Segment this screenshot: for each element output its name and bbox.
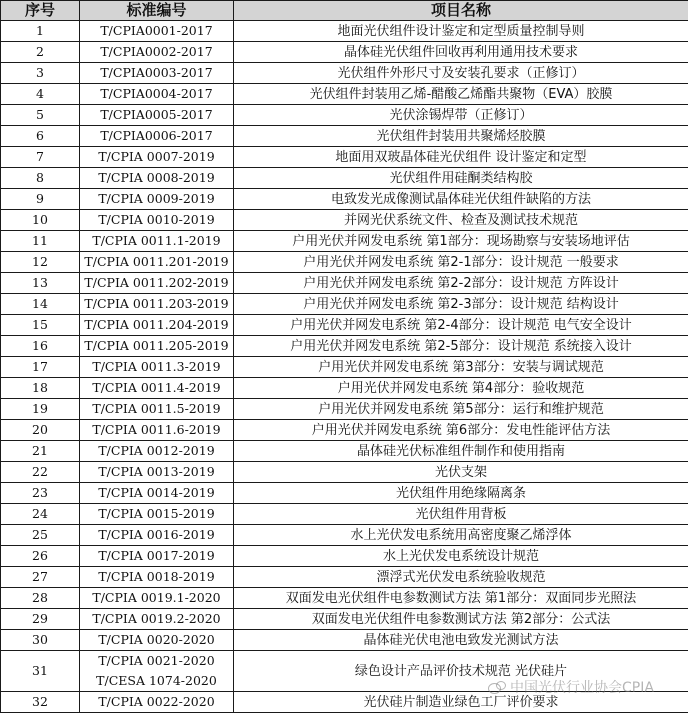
- table-row: [1, 42, 688, 63]
- row-name: 光伏组件用硅酮类结构胶: [234, 168, 688, 189]
- row-seq: 24: [1, 504, 80, 525]
- row-code: [80, 609, 234, 630]
- standard-code: T/CPIA0006-2017: [100, 128, 213, 143]
- table-row: [1, 357, 688, 378]
- table-row: [1, 692, 688, 713]
- row-code: [80, 357, 234, 378]
- row-seq: 11: [1, 231, 80, 252]
- row-name: 光伏组件用绝缘隔离条: [234, 483, 688, 504]
- row-seq: 12: [1, 252, 80, 273]
- row-code: [80, 105, 234, 126]
- standard-code: T/CPIA 0011.4-2019: [92, 380, 221, 395]
- standard-code: T/CPIA 0019.1-2020: [92, 590, 221, 605]
- row-code: [80, 378, 234, 399]
- row-seq: 28: [1, 588, 80, 609]
- table-row: [1, 294, 688, 315]
- standard-code: T/CPIA 0014-2019: [98, 485, 215, 500]
- header-row: [1, 1, 688, 21]
- row-name: 户用光伏并网发电系统 第5部分：运行和维护规范: [234, 399, 688, 420]
- row-name: 晶体硅光伏电池电致发光测试方法: [234, 630, 688, 651]
- table-row: [1, 399, 688, 420]
- table-row: [1, 231, 688, 252]
- row-name: 水上光伏发电系统设计规范: [234, 546, 688, 567]
- row-code: [80, 504, 234, 525]
- standard-code: T/CESA 1074-2020: [96, 673, 217, 688]
- row-name: 光伏组件外形尺寸及安装孔要求（正修订）: [234, 63, 688, 84]
- table-row: [1, 483, 688, 504]
- row-code: [80, 126, 234, 147]
- table-row: [1, 189, 688, 210]
- row-code: [80, 567, 234, 588]
- row-name: 绿色设计产品评价技术规范 光伏硅片: [234, 651, 688, 692]
- row-name: 户用光伏并网发电系统 第2-1部分：设计规范 一般要求: [234, 252, 688, 273]
- standard-code: T/CPIA 0011.202-2019: [84, 275, 229, 290]
- row-seq: 7: [1, 147, 80, 168]
- row-code: [80, 210, 234, 231]
- row-code: [80, 21, 234, 42]
- row-seq: 25: [1, 525, 80, 546]
- standard-code: T/CPIA 0019.2-2020: [92, 611, 221, 626]
- standard-code: T/CPIA0001-2017: [100, 23, 213, 38]
- row-seq: 27: [1, 567, 80, 588]
- standard-code: T/CPIA 0009-2019: [98, 191, 215, 206]
- row-seq: 30: [1, 630, 80, 651]
- row-name: 双面发电光伏组件电参数测试方法 第2部分：公式法: [234, 609, 688, 630]
- standard-code: T/CPIA 0017-2019: [98, 548, 215, 563]
- row-name: 水上光伏发电系统用高密度聚乙烯浮体: [234, 525, 688, 546]
- row-seq: 13: [1, 273, 80, 294]
- standard-code: T/CPIA 0021-2020: [98, 653, 215, 668]
- row-code: [80, 420, 234, 441]
- header-name: 项目名称: [234, 1, 688, 21]
- table-row: [1, 630, 688, 651]
- standard-code: T/CPIA 0007-2019: [98, 149, 215, 164]
- row-name: 光伏支架: [234, 462, 688, 483]
- row-name: 户用光伏并网发电系统 第2-2部分：设计规范 方阵设计: [234, 273, 688, 294]
- row-seq: 1: [1, 21, 80, 42]
- row-code: [80, 63, 234, 84]
- row-name: 地面用双玻晶体硅光伏组件 设计鉴定和定型: [234, 147, 688, 168]
- row-code: [80, 546, 234, 567]
- standard-code: T/CPIA 0008-2019: [98, 170, 215, 185]
- header-code: 标准编号: [80, 1, 234, 21]
- row-seq: 21: [1, 441, 80, 462]
- table-row: [1, 252, 688, 273]
- standard-code: T/CPIA 0011.6-2019: [92, 422, 221, 437]
- standard-code: T/CPIA 0011.205-2019: [84, 338, 229, 353]
- row-name: 晶体硅光伏组件回收再利用通用技术要求: [234, 42, 688, 63]
- table-row: [1, 147, 688, 168]
- row-name: 户用光伏并网发电系统 第2-3部分：设计规范 结构设计: [234, 294, 688, 315]
- table-row: [1, 504, 688, 525]
- standard-code: T/CPIA 0011.3-2019: [92, 359, 221, 374]
- standard-code: T/CPIA 0011.203-2019: [84, 296, 229, 311]
- table-row: [1, 378, 688, 399]
- standard-code: T/CPIA 0011.5-2019: [92, 401, 221, 416]
- row-seq: 6: [1, 126, 80, 147]
- row-seq: 29: [1, 609, 80, 630]
- table-row: [1, 567, 688, 588]
- standard-code: T/CPIA 0016-2019: [98, 527, 215, 542]
- table-row: [1, 63, 688, 84]
- standard-code: T/CPIA 0011.204-2019: [84, 317, 229, 332]
- row-code: [80, 231, 234, 252]
- table-row: [1, 210, 688, 231]
- row-seq: 2: [1, 42, 80, 63]
- row-code: [80, 315, 234, 336]
- row-name: 电致发光成像测试晶体硅光伏组件缺陷的方法: [234, 189, 688, 210]
- row-seq: 31: [1, 651, 80, 692]
- row-code: [80, 189, 234, 210]
- row-name: 户用光伏并网发电系统 第3部分：安装与调试规范: [234, 357, 688, 378]
- row-seq: 22: [1, 462, 80, 483]
- row-name: 双面发电光伏组件电参数测试方法 第1部分：双面同步光照法: [234, 588, 688, 609]
- table-row: [1, 84, 688, 105]
- standard-code: T/CPIA 0022-2020: [98, 694, 215, 709]
- table-row: [1, 441, 688, 462]
- row-name: 光伏组件封装用乙烯-醋酸乙烯酯共聚物（EVA）胶膜: [234, 84, 688, 105]
- row-code: [80, 252, 234, 273]
- standard-code: T/CPIA 0020-2020: [98, 632, 215, 647]
- row-name: 地面光伏组件设计鉴定和定型质量控制导则: [234, 21, 688, 42]
- row-seq: 18: [1, 378, 80, 399]
- row-seq: 3: [1, 63, 80, 84]
- row-code: [80, 462, 234, 483]
- row-code: [80, 630, 234, 651]
- table-row: [1, 105, 688, 126]
- row-seq: 19: [1, 399, 80, 420]
- table-row: [1, 168, 688, 189]
- row-name: 漂浮式光伏发电系统验收规范: [234, 567, 688, 588]
- row-name: 光伏硅片制造业绿色工厂评价要求: [234, 692, 688, 713]
- standard-code: T/CPIA0002-2017: [100, 44, 213, 59]
- standard-code: T/CPIA0004-2017: [100, 86, 213, 101]
- standard-code: T/CPIA 0018-2019: [98, 569, 215, 584]
- table-row: [1, 462, 688, 483]
- row-seq: 23: [1, 483, 80, 504]
- standard-code: T/CPIA0003-2017: [100, 65, 213, 80]
- row-code: [80, 42, 234, 63]
- watermark-text: 中国光伏行业协会CPIA: [510, 680, 654, 696]
- standard-code: T/CPIA 0015-2019: [98, 506, 215, 521]
- standard-code: T/CPIA 0013-2019: [98, 464, 215, 479]
- table-row: [1, 651, 688, 692]
- row-seq: 20: [1, 420, 80, 441]
- row-name: 户用光伏并网发电系统 第1部分：现场勘察与安装场地评估: [234, 231, 688, 252]
- table-row: [1, 546, 688, 567]
- row-seq: 9: [1, 189, 80, 210]
- table-row: [1, 588, 688, 609]
- standard-code: T/CPIA 0011.201-2019: [84, 254, 229, 269]
- header-seq: 序号: [1, 1, 80, 21]
- table-row: [1, 609, 688, 630]
- row-name: 户用光伏并网发电系统 第6部分：发电性能评估方法: [234, 420, 688, 441]
- row-seq: 32: [1, 692, 80, 713]
- row-name: 户用光伏并网发电系统 第4部分：验收规范: [234, 378, 688, 399]
- row-name: 光伏涂锡焊带（正修订）: [234, 105, 688, 126]
- table-row: [1, 315, 688, 336]
- row-name: 户用光伏并网发电系统 第2-4部分：设计规范 电气安全设计: [234, 315, 688, 336]
- standard-code: T/CPIA 0011.1-2019: [92, 233, 221, 248]
- row-code: [80, 273, 234, 294]
- row-seq: 26: [1, 546, 80, 567]
- row-code: [80, 84, 234, 105]
- table-row: [1, 273, 688, 294]
- row-code: [80, 336, 234, 357]
- row-seq: 17: [1, 357, 80, 378]
- row-code: [80, 399, 234, 420]
- table-body: [1, 21, 688, 713]
- row-seq: 8: [1, 168, 80, 189]
- table-row: [1, 21, 688, 42]
- table-row: [1, 420, 688, 441]
- row-name: 并网光伏系统文件、检查及测试技术规范: [234, 210, 688, 231]
- row-name: 光伏组件封装用共聚烯烃胶膜: [234, 126, 688, 147]
- row-code: [80, 651, 234, 692]
- row-name: 户用光伏并网发电系统 第2-5部分：设计规范 系统接入设计: [234, 336, 688, 357]
- standard-code: T/CPIA 0012-2019: [98, 443, 215, 458]
- row-code: [80, 588, 234, 609]
- row-seq: 15: [1, 315, 80, 336]
- table-row: [1, 525, 688, 546]
- row-code: [80, 147, 234, 168]
- row-name: 晶体硅光伏标准组件制作和使用指南: [234, 441, 688, 462]
- row-seq: 14: [1, 294, 80, 315]
- standard-code: T/CPIA 0010-2019: [98, 212, 215, 227]
- row-seq: 16: [1, 336, 80, 357]
- row-seq: 4: [1, 84, 80, 105]
- row-code: [80, 168, 234, 189]
- table-row: [1, 336, 688, 357]
- standard-code: T/CPIA0005-2017: [100, 107, 213, 122]
- row-code: [80, 294, 234, 315]
- table-row: [1, 126, 688, 147]
- row-code: [80, 525, 234, 546]
- row-code: [80, 441, 234, 462]
- row-code: [80, 483, 234, 504]
- row-seq: 10: [1, 210, 80, 231]
- row-code: [80, 692, 234, 713]
- row-name: 光伏组件用背板: [234, 504, 688, 525]
- row-seq: 5: [1, 105, 80, 126]
